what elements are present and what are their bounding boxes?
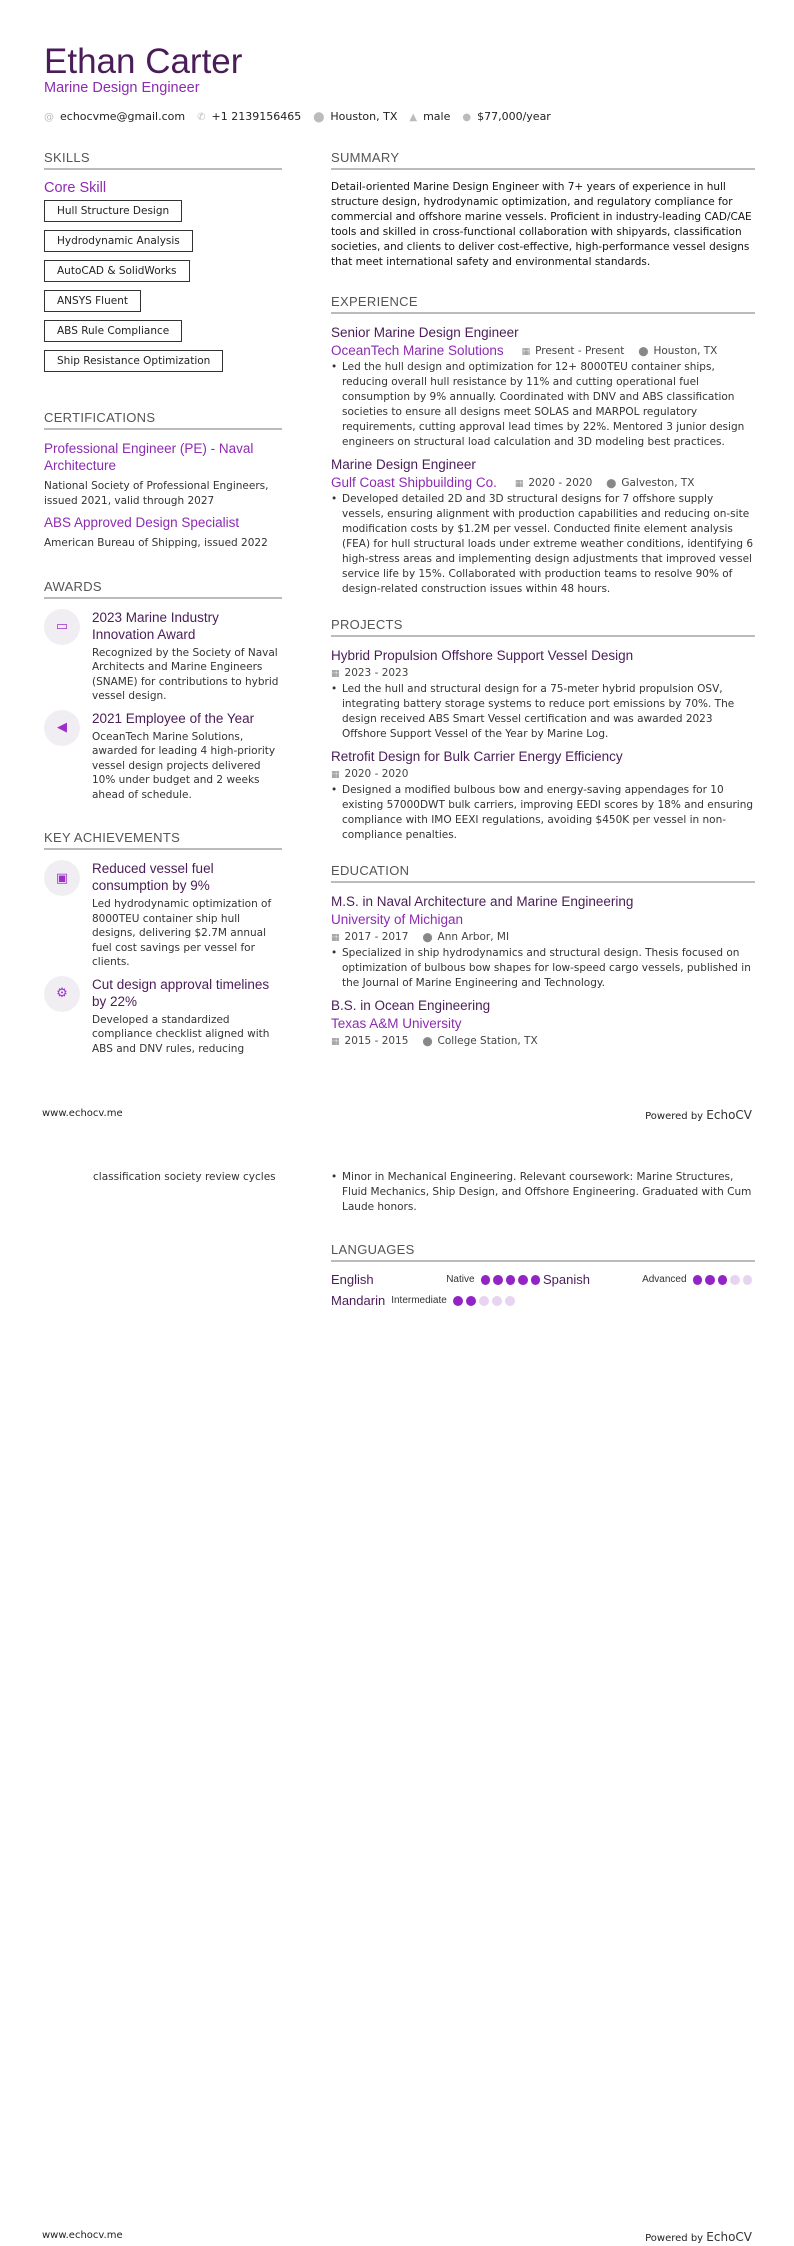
proficiency-dot: [693, 1275, 702, 1285]
proficiency-dot: [505, 1296, 515, 1306]
skill-tag: ANSYS Fluent: [44, 290, 141, 312]
footer-powered: Powered by EchoCV: [645, 1108, 752, 1122]
location-icon: ⬤: [606, 478, 617, 489]
education-heading: EDUCATION: [331, 863, 755, 883]
toggle-icon: ▭: [44, 609, 80, 645]
monitor-icon: ▣: [44, 860, 80, 896]
language-name: Spanish: [543, 1272, 590, 1287]
project-item: Hybrid Propulsion Offshore Support Vessel Design ▦ 2023 - 2023 • Led the hull and structural design for a 75-meter hybrid propulsion OSV, integrating battery storage systems to reduce port emissions by 70%. The design received ABS Smart Vessel certification and was awarded 2023 Offshore Support Vessel of the Year by Marine Log.: [331, 647, 755, 742]
education-item: B.S. in Ocean Engineering Texas A&M University ▦ 2015 - 2015 ⬤ College Station, TX: [331, 998, 538, 1047]
proficiency-dot: [743, 1275, 752, 1285]
footer-site[interactable]: www.echocv.me: [42, 1108, 123, 1119]
skills-list: [44, 200, 282, 380]
proficiency-dot: [481, 1275, 490, 1285]
skill-tag: AutoCAD & SolidWorks: [44, 260, 190, 282]
education-bullet-continued: • Minor in Mechanical Engineering. Relevant coursework: Marine Structures, Fluid Mechanics, Ship Design, and Offshore Engineering. Graduated with Cum Laude honors.: [331, 1170, 755, 1215]
calendar-icon: ▦: [514, 478, 524, 489]
language-level: Native: [446, 1274, 475, 1285]
gear-icon: ⚙: [44, 976, 80, 1012]
right-column: [331, 150, 755, 1056]
calendar-icon: ▦: [331, 669, 340, 679]
skill-tag: Hydrodynamic Analysis: [44, 230, 193, 252]
location-icon: ⬤: [422, 933, 433, 943]
certification-item: ABS Approved Design Specialist American Bureau of Shipping, issued 2022: [44, 515, 268, 549]
contact-location: ⬤ Houston, TX: [313, 110, 398, 123]
skill-group-title: Core Skill: [44, 180, 107, 196]
calendar-icon: ▦: [331, 933, 340, 943]
at-icon: @: [44, 112, 54, 123]
proficiency-dot: [531, 1275, 540, 1285]
projects-heading: PROJECTS: [331, 617, 755, 637]
phone-icon: ✆: [197, 112, 206, 123]
achievement-continued: classification society review cycles: [93, 1171, 276, 1183]
project-item: Retrofit Design for Bulk Carrier Energy Efficiency ▦ 2020 - 2020 • Designed a modified bulbous bow and energy-saving appendages for 10 existing 57000DWT bulk carriers, improving EEDI scores by 18% and ensuring compliance with IMO EEXI regulations, avoiding $450K per vessel in non-compliance penalties.: [331, 748, 755, 843]
calendar-icon: ▦: [331, 1037, 340, 1047]
tag-icon: ◀: [44, 710, 80, 746]
proficiency-dot: [479, 1296, 489, 1306]
proficiency-dot: [718, 1275, 727, 1285]
location-icon: ⬤: [422, 1037, 433, 1047]
contact-email: @ echocvme@gmail.com: [44, 110, 186, 123]
location-icon: ⬤: [638, 346, 649, 357]
language-name: English: [331, 1272, 374, 1287]
contact-salary: ● $77,000/year: [462, 110, 551, 123]
languages-section: [331, 1242, 755, 1308]
page-footer: [42, 1108, 752, 1122]
proficiency-dot: [493, 1275, 502, 1285]
award-item: ▭ 2023 Marine Industry Innovation Award Recognized by the Society of Naval Architects and Marine Engineers (SNAME) for contributions to hybrid vessel design.: [44, 609, 282, 704]
summary-text: Detail-oriented Marine Design Engineer with 7+ years of experience in hull structure design, hydrodynamic optimization, and regulatory compliance for commercial and offshore marine vessels. Proficient in industry-leading CAD/CAE tools and skilled in cross-functional collaboration with shipyards, classification societies, and clients to deliver cost-effective, high-performance vessel designs that meet international safety and environmental standards.: [331, 181, 752, 268]
languages-list: [331, 1272, 755, 1308]
money-icon: ●: [462, 112, 472, 123]
footer-site[interactable]: www.echocv.me: [42, 2230, 123, 2241]
left-column: [44, 150, 282, 1055]
summary-heading: SUMMARY: [331, 150, 755, 170]
achievements-heading: KEY ACHIEVEMENTS: [44, 830, 282, 850]
proficiency-dot: [506, 1275, 515, 1285]
skill-tag: Ship Resistance Optimization: [44, 350, 223, 372]
page-footer: [42, 2230, 752, 2244]
awards-heading: AWARDS: [44, 579, 282, 599]
language-level: Advanced: [642, 1274, 687, 1285]
candidate-name: Ethan Carter: [44, 42, 243, 81]
location-icon: ⬤: [313, 112, 325, 123]
candidate-title: Marine Design Engineer: [44, 80, 200, 96]
certifications-heading: CERTIFICATIONS: [44, 410, 282, 430]
person-icon: ▲: [409, 112, 418, 123]
skill-tag: ABS Rule Compliance: [44, 320, 182, 342]
skills-heading: SKILLS: [44, 150, 282, 170]
experience-heading: EXPERIENCE: [331, 294, 755, 314]
footer-powered: Powered by EchoCV: [645, 2230, 752, 2244]
language-name: Mandarin: [331, 1293, 386, 1308]
calendar-icon: ▦: [521, 346, 531, 357]
proficiency-dot: [705, 1275, 714, 1285]
proficiency-dot: [466, 1296, 476, 1306]
resume-page-1: [0, 0, 794, 1100]
experience-item: Senior Marine Design Engineer OceanTech Marine Solutions ▦ Present - Present ⬤ Houston, TX • Led the hull design and optimization for 12+ 8000TEU container ships, reducing overall hull resistance by 11% and cutting operational fuel consumption by 9% annually. Coordinated with DNV and ABS classification societies to ensure all designs meet SOLAS and MARPOL regulatory requirements, cutting approval lead times by 22%. Mentored 3 junior design engineers on structural load calculation and 3D modeling best practices.: [331, 324, 755, 450]
languages-heading: LANGUAGES: [331, 1242, 755, 1262]
skill-tag: Hull Structure Design: [44, 200, 182, 222]
language-item: [543, 1272, 755, 1287]
language-item: [331, 1272, 543, 1287]
award-item: ◀ 2021 Employee of the Year OceanTech Marine Solutions, awarded for leading 4 high-priority vessel design projects delivered 10% under budget and 2 weeks ahead of schedule.: [44, 710, 282, 803]
language-level: Intermediate: [391, 1295, 447, 1306]
proficiency-dot: [518, 1275, 527, 1285]
language-item: [331, 1293, 755, 1308]
proficiency-dot: [492, 1296, 502, 1306]
contact-bar: [44, 110, 551, 123]
certification-item: Professional Engineer (PE) - Naval Architecture National Society of Professional Engineers, issued 2021, valid through 2027: [44, 441, 269, 507]
proficiency-dot: [453, 1296, 463, 1306]
calendar-icon: ▦: [331, 770, 340, 780]
contact-phone: ✆ +1 2139156465: [197, 110, 302, 123]
education-item: M.S. in Naval Architecture and Marine Engineering University of Michigan ▦ 2017 - 2017 ⬤ Ann Arbor, MI • Specialized in ship hydrodynamics and structural design. Thesis focused on optimization of bulbous bow shapes for low-speed cargo vessels, published in the Journal of Marine Engineering and Technology.: [331, 893, 755, 991]
experience-item: Marine Design Engineer Gulf Coast Shipbuilding Co. ▦ 2020 - 2020 ⬤ Galveston, TX • Developed detailed 2D and 3D structural designs for 7 offshore supply vessels, ensuring alignment with production capabilities and reducing on-site modification costs by $1.2M per vessel. Conducted finite element analysis (FEA) for hull structural loads under extreme weather conditions, identifying 6 high-stress areas and implementing design adjustments that improved vessel service life by 15%. Collaborated with production teams to resolve 90% of design-related construction issues within 48 hours.: [331, 456, 755, 597]
proficiency-dot: [730, 1275, 739, 1285]
achievement-item: ▣ Reduced vessel fuel consumption by 9% Led hydrodynamic optimization of 8000TEU container ship hull designs, delivering $2.7M annual fuel cost savings per vessel for clients.: [44, 860, 282, 970]
achievement-item: ⚙ Cut design approval timelines by 22% Developed a standardized compliance checklist aligned with ABS and DNV rules, reducing: [44, 976, 282, 1057]
contact-gender: ▲ male: [409, 110, 451, 123]
